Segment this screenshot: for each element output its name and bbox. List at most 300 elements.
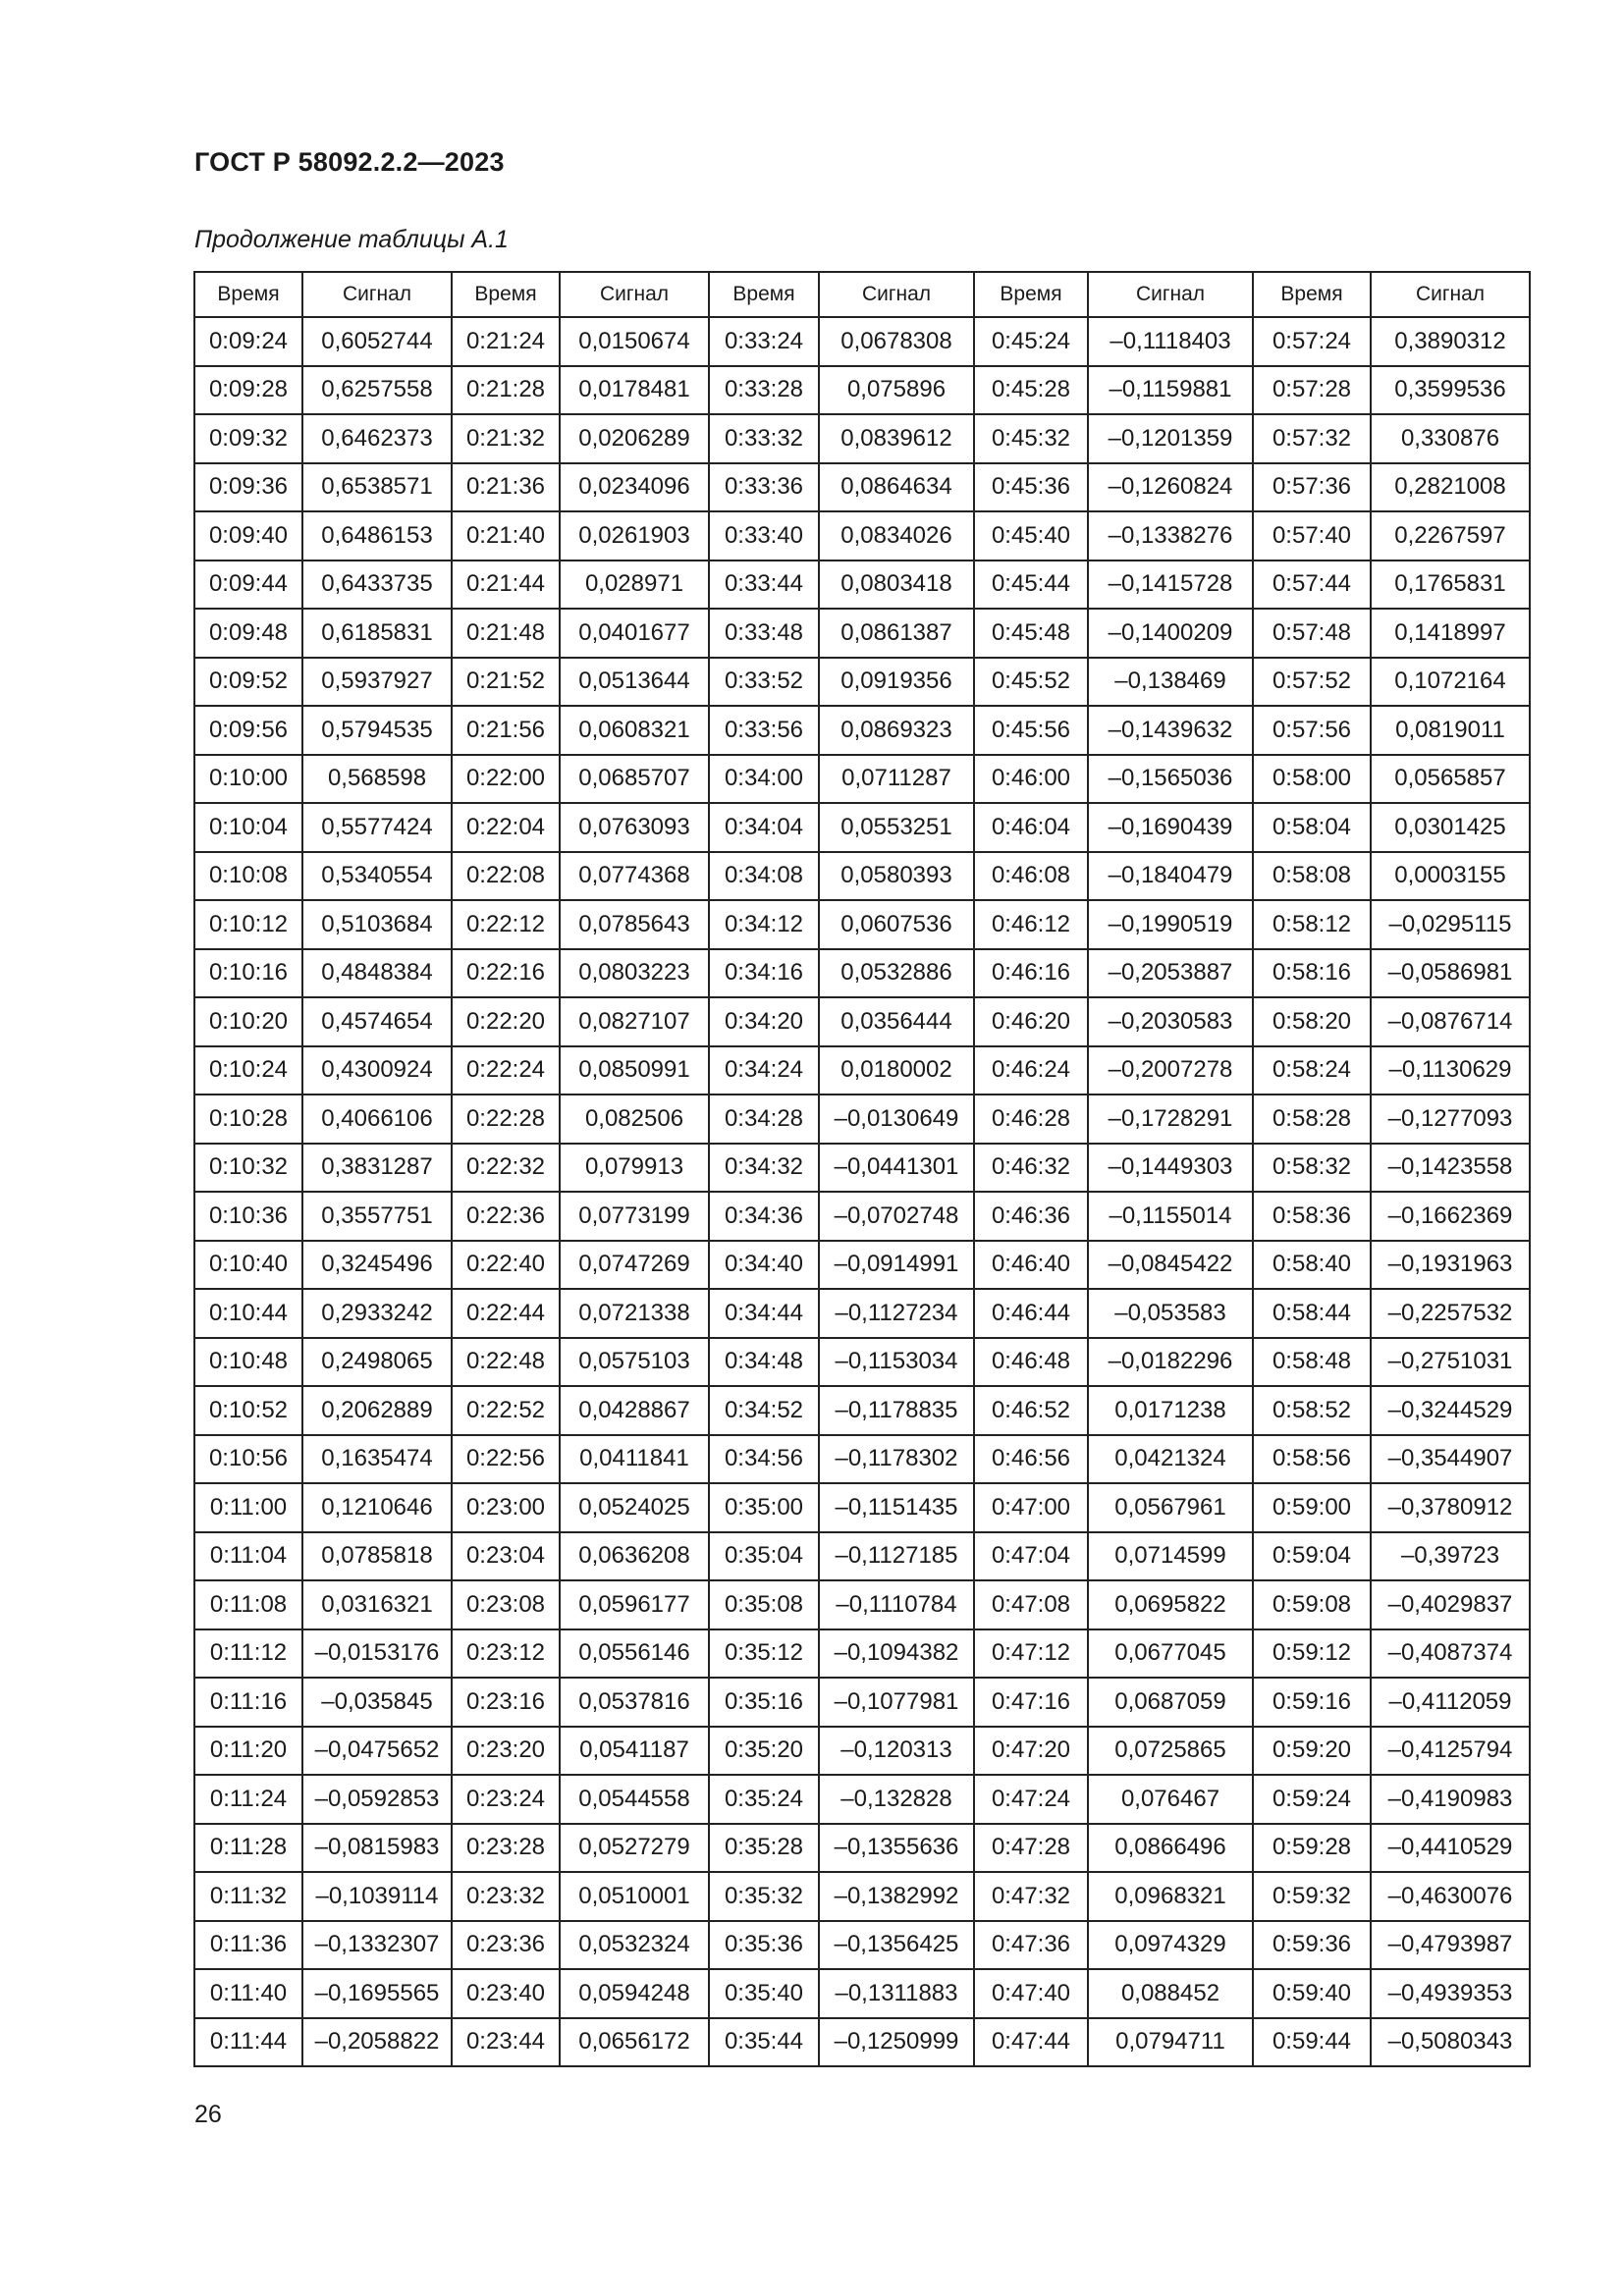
signal-cell: 0,0180002 [819, 1046, 974, 1095]
time-cell: 0:35:16 [709, 1678, 819, 1727]
signal-cell: –0,3544907 [1371, 1435, 1530, 1484]
column-header-time: Время [974, 272, 1088, 317]
time-cell: 0:10:16 [194, 949, 302, 998]
time-cell: 0:11:08 [194, 1580, 302, 1629]
signal-cell: –0,1662369 [1371, 1192, 1530, 1241]
signal-cell: 0,0774368 [560, 852, 709, 901]
time-cell: 0:10:52 [194, 1386, 302, 1435]
column-header-signal: Сигнал [819, 272, 974, 317]
time-cell: 0:34:20 [709, 997, 819, 1046]
time-cell: 0:46:48 [974, 1338, 1088, 1387]
signal-cell: 0,0678308 [819, 317, 974, 366]
signal-cell: 0,568598 [302, 755, 452, 804]
time-cell: 0:57:48 [1253, 609, 1371, 658]
time-cell: 0:22:44 [452, 1289, 560, 1338]
signal-cell: –0,1931963 [1371, 1241, 1530, 1290]
time-cell: 0:35:08 [709, 1580, 819, 1629]
time-cell: 0:46:32 [974, 1144, 1088, 1193]
time-cell: 0:34:32 [709, 1144, 819, 1193]
column-header-signal: Сигнал [560, 272, 709, 317]
time-cell: 0:10:12 [194, 900, 302, 949]
signal-cell: 0,0850991 [560, 1046, 709, 1095]
time-cell: 0:10:28 [194, 1095, 302, 1144]
signal-cell: 0,076467 [1088, 1775, 1253, 1824]
signal-cell: –0,1565036 [1088, 755, 1253, 804]
time-cell: 0:33:24 [709, 317, 819, 366]
time-cell: 0:09:32 [194, 414, 302, 463]
time-cell: 0:58:28 [1253, 1095, 1371, 1144]
time-cell: 0:21:52 [452, 658, 560, 707]
time-cell: 0:21:40 [452, 511, 560, 561]
time-cell: 0:22:52 [452, 1386, 560, 1435]
time-cell: 0:11:40 [194, 1969, 302, 2018]
signal-cell: 0,0594248 [560, 1969, 709, 2018]
signal-cell: 0,0607536 [819, 900, 974, 949]
signal-cell: 0,0532324 [560, 1921, 709, 1970]
table-row [194, 1144, 1530, 1193]
time-cell: 0:59:20 [1253, 1727, 1371, 1776]
time-cell: 0:23:32 [452, 1872, 560, 1921]
time-cell: 0:33:32 [709, 414, 819, 463]
time-cell: 0:10:24 [194, 1046, 302, 1095]
table-row [194, 1727, 1530, 1776]
signal-cell: 0,0575103 [560, 1338, 709, 1387]
time-cell: 0:47:08 [974, 1580, 1088, 1629]
time-cell: 0:47:00 [974, 1483, 1088, 1532]
signal-cell: 0,0869323 [819, 706, 974, 755]
signal-cell: –0,053583 [1088, 1289, 1253, 1338]
signal-cell: –0,0295115 [1371, 900, 1530, 949]
signal-cell: 0,0773199 [560, 1192, 709, 1241]
signal-cell: 0,0608321 [560, 706, 709, 755]
time-cell: 0:45:48 [974, 609, 1088, 658]
signal-cell: 0,6185831 [302, 609, 452, 658]
time-cell: 0:57:40 [1253, 511, 1371, 561]
signal-cell: 0,0864634 [819, 463, 974, 512]
signal-cell: –0,1155014 [1088, 1192, 1253, 1241]
time-cell: 0:22:24 [452, 1046, 560, 1095]
signal-cell: 0,0861387 [819, 609, 974, 658]
signal-cell: 0,0206289 [560, 414, 709, 463]
signal-cell: 0,0527279 [560, 1824, 709, 1873]
time-cell: 0:47:04 [974, 1532, 1088, 1581]
time-cell: 0:57:56 [1253, 706, 1371, 755]
signal-cell: 0,3557751 [302, 1192, 452, 1241]
time-cell: 0:58:56 [1253, 1435, 1371, 1484]
time-cell: 0:57:28 [1253, 366, 1371, 415]
table-row [194, 1629, 1530, 1679]
signal-cell: 0,0687059 [1088, 1678, 1253, 1727]
signal-cell: –0,1118403 [1088, 317, 1253, 366]
table-row [194, 414, 1530, 463]
signal-cell: –0,132828 [819, 1775, 974, 1824]
signal-cell: –0,4125794 [1371, 1727, 1530, 1776]
signal-cell: –0,0845422 [1088, 1241, 1253, 1290]
time-cell: 0:33:56 [709, 706, 819, 755]
time-cell: 0:22:40 [452, 1241, 560, 1290]
signal-cell: –0,4939353 [1371, 1969, 1530, 2018]
signal-cell: –0,0914991 [819, 1241, 974, 1290]
time-cell: 0:45:44 [974, 561, 1088, 610]
time-cell: 0:09:56 [194, 706, 302, 755]
time-cell: 0:11:24 [194, 1775, 302, 1824]
table-row [194, 561, 1530, 610]
signal-cell: –0,2058822 [302, 2018, 452, 2067]
time-cell: 0:58:16 [1253, 949, 1371, 998]
signal-cell: –0,5080343 [1371, 2018, 1530, 2067]
signal-cell: –0,0182296 [1088, 1338, 1253, 1387]
time-cell: 0:58:08 [1253, 852, 1371, 901]
signal-cell: 0,0178481 [560, 366, 709, 415]
time-cell: 0:22:00 [452, 755, 560, 804]
signal-cell: –0,1151435 [819, 1483, 974, 1532]
table-caption: Продолжение таблицы А.1 [194, 226, 509, 253]
signal-cell: –0,4112059 [1371, 1678, 1530, 1727]
signal-cell: –0,2030583 [1088, 997, 1253, 1046]
signal-cell: 0,4066106 [302, 1095, 452, 1144]
signal-cell: 0,0003155 [1371, 852, 1530, 901]
time-cell: 0:46:36 [974, 1192, 1088, 1241]
time-cell: 0:35:40 [709, 1969, 819, 2018]
signal-cell: –0,0876714 [1371, 997, 1530, 1046]
time-cell: 0:34:40 [709, 1241, 819, 1290]
signal-cell: 0,0401677 [560, 609, 709, 658]
column-header-time: Время [452, 272, 560, 317]
time-cell: 0:35:04 [709, 1532, 819, 1581]
time-cell: 0:58:20 [1253, 997, 1371, 1046]
signal-cell: –0,1695565 [302, 1969, 452, 2018]
time-cell: 0:59:16 [1253, 1678, 1371, 1727]
table-row [194, 997, 1530, 1046]
time-cell: 0:46:12 [974, 900, 1088, 949]
signal-cell: –0,1110784 [819, 1580, 974, 1629]
table-row [194, 852, 1530, 901]
table-row [194, 1435, 1530, 1484]
signal-cell: 0,0714599 [1088, 1532, 1253, 1581]
signal-cell: –0,1728291 [1088, 1095, 1253, 1144]
time-cell: 0:46:40 [974, 1241, 1088, 1290]
time-cell: 0:22:36 [452, 1192, 560, 1241]
time-cell: 0:57:36 [1253, 463, 1371, 512]
time-cell: 0:46:56 [974, 1435, 1088, 1484]
time-cell: 0:22:20 [452, 997, 560, 1046]
signal-cell: 0,0171238 [1088, 1386, 1253, 1435]
time-cell: 0:10:04 [194, 803, 302, 852]
signal-cell: 0,5937927 [302, 658, 452, 707]
time-cell: 0:09:24 [194, 317, 302, 366]
signal-cell: –0,1153034 [819, 1338, 974, 1387]
time-cell: 0:35:36 [709, 1921, 819, 1970]
signal-cell: –0,1039114 [302, 1872, 452, 1921]
table-row [194, 317, 1530, 366]
time-cell: 0:34:00 [709, 755, 819, 804]
signal-cell: –0,1449303 [1088, 1144, 1253, 1193]
signal-cell: 0,2498065 [302, 1338, 452, 1387]
time-cell: 0:11:36 [194, 1921, 302, 1970]
time-cell: 0:47:44 [974, 2018, 1088, 2067]
signal-cell: 0,0685707 [560, 755, 709, 804]
table-row [194, 1289, 1530, 1338]
signal-cell: 0,0834026 [819, 511, 974, 561]
table-row [194, 949, 1530, 998]
signal-cell: 0,6538571 [302, 463, 452, 512]
time-cell: 0:58:44 [1253, 1289, 1371, 1338]
signal-cell: 0,4574654 [302, 997, 452, 1046]
signal-cell: 0,0819011 [1371, 706, 1530, 755]
signal-cell: 0,0636208 [560, 1532, 709, 1581]
time-cell: 0:22:56 [452, 1435, 560, 1484]
time-cell: 0:23:12 [452, 1629, 560, 1679]
signal-cell: 0,0695822 [1088, 1580, 1253, 1629]
time-cell: 0:33:28 [709, 366, 819, 415]
time-cell: 0:22:28 [452, 1095, 560, 1144]
time-cell: 0:45:40 [974, 511, 1088, 561]
time-cell: 0:11:04 [194, 1532, 302, 1581]
signal-cell: 0,0919356 [819, 658, 974, 707]
time-cell: 0:09:40 [194, 511, 302, 561]
time-cell: 0:34:56 [709, 1435, 819, 1484]
table-row [194, 900, 1530, 949]
signal-cell: 0,0356444 [819, 997, 974, 1046]
signal-cell: –0,1690439 [1088, 803, 1253, 852]
time-cell: 0:11:28 [194, 1824, 302, 1873]
signal-cell: 0,0428867 [560, 1386, 709, 1435]
signal-cell: –0,1423558 [1371, 1144, 1530, 1193]
time-cell: 0:46:24 [974, 1046, 1088, 1095]
time-cell: 0:57:52 [1253, 658, 1371, 707]
table-row [194, 755, 1530, 804]
signal-cell: –0,1439632 [1088, 706, 1253, 755]
time-cell: 0:57:32 [1253, 414, 1371, 463]
signal-cell: –0,035845 [302, 1678, 452, 1727]
time-cell: 0:23:00 [452, 1483, 560, 1532]
signal-cell: 0,0532886 [819, 949, 974, 998]
time-cell: 0:45:52 [974, 658, 1088, 707]
time-cell: 0:46:00 [974, 755, 1088, 804]
time-cell: 0:21:24 [452, 317, 560, 366]
signal-cell: –0,3780912 [1371, 1483, 1530, 1532]
time-cell: 0:58:04 [1253, 803, 1371, 852]
signal-cell: 0,0537816 [560, 1678, 709, 1727]
table-row [194, 1192, 1530, 1241]
signal-cell: 0,0580393 [819, 852, 974, 901]
signal-cell: 0,2267597 [1371, 511, 1530, 561]
time-cell: 0:33:48 [709, 609, 819, 658]
signal-cell: –0,1260824 [1088, 463, 1253, 512]
signal-cell: 0,0565857 [1371, 755, 1530, 804]
signal-cell: 0,1765831 [1371, 561, 1530, 610]
signal-cell: –0,1178835 [819, 1386, 974, 1435]
time-cell: 0:21:44 [452, 561, 560, 610]
signal-cell: 0,0510001 [560, 1872, 709, 1921]
time-cell: 0:46:16 [974, 949, 1088, 998]
signal-cell: –0,0586981 [1371, 949, 1530, 998]
signal-cell: 0,1072164 [1371, 658, 1530, 707]
time-cell: 0:22:12 [452, 900, 560, 949]
signal-cell: –0,1415728 [1088, 561, 1253, 610]
time-cell: 0:33:40 [709, 511, 819, 561]
table-row [194, 1095, 1530, 1144]
time-cell: 0:23:16 [452, 1678, 560, 1727]
signal-cell: 0,4300924 [302, 1046, 452, 1095]
table-row [194, 2018, 1530, 2067]
time-cell: 0:10:08 [194, 852, 302, 901]
table-body [194, 317, 1530, 2066]
time-cell: 0:33:52 [709, 658, 819, 707]
time-cell: 0:10:48 [194, 1338, 302, 1387]
time-cell: 0:59:08 [1253, 1580, 1371, 1629]
signal-cell: 0,0524025 [560, 1483, 709, 1532]
signal-cell: 0,2821008 [1371, 463, 1530, 512]
signal-cell: –0,1127185 [819, 1532, 974, 1581]
time-cell: 0:23:44 [452, 2018, 560, 2067]
signal-cell: –0,1127234 [819, 1289, 974, 1338]
time-cell: 0:10:32 [194, 1144, 302, 1193]
signal-cell: –0,1990519 [1088, 900, 1253, 949]
signal-cell: 0,0721338 [560, 1289, 709, 1338]
document-code: ГОСТ Р 58092.2.2—2023 [194, 147, 505, 177]
signal-cell: –0,4630076 [1371, 1872, 1530, 1921]
signal-cell: 0,330876 [1371, 414, 1530, 463]
signal-cell: 0,0656172 [560, 2018, 709, 2067]
time-cell: 0:45:36 [974, 463, 1088, 512]
time-cell: 0:47:32 [974, 1872, 1088, 1921]
time-cell: 0:46:20 [974, 997, 1088, 1046]
time-cell: 0:57:24 [1253, 317, 1371, 366]
signal-cell: 0,0747269 [560, 1241, 709, 1290]
table-row [194, 1872, 1530, 1921]
signal-cell: 0,6462373 [302, 414, 452, 463]
time-cell: 0:10:20 [194, 997, 302, 1046]
time-cell: 0:47:16 [974, 1678, 1088, 1727]
signal-cell: –0,2257532 [1371, 1289, 1530, 1338]
time-cell: 0:47:36 [974, 1921, 1088, 1970]
table-row [194, 803, 1530, 852]
table-row [194, 609, 1530, 658]
signal-cell: 0,3890312 [1371, 317, 1530, 366]
time-cell: 0:58:24 [1253, 1046, 1371, 1095]
signal-cell: –0,1094382 [819, 1629, 974, 1679]
time-cell: 0:35:44 [709, 2018, 819, 2067]
time-cell: 0:35:20 [709, 1727, 819, 1776]
time-cell: 0:11:16 [194, 1678, 302, 1727]
signal-cell: –0,1277093 [1371, 1095, 1530, 1144]
table-row [194, 366, 1530, 415]
signal-cell: –0,1355636 [819, 1824, 974, 1873]
table-row [194, 1386, 1530, 1435]
signal-cell: –0,1311883 [819, 1969, 974, 2018]
signal-cell: 0,2062889 [302, 1386, 452, 1435]
time-cell: 0:47:12 [974, 1629, 1088, 1679]
signal-cell: –0,2751031 [1371, 1338, 1530, 1387]
table-row [194, 1969, 1530, 2018]
time-cell: 0:58:36 [1253, 1192, 1371, 1241]
signal-cell: 0,2933242 [302, 1289, 452, 1338]
time-cell: 0:47:20 [974, 1727, 1088, 1776]
signal-cell: –0,4190983 [1371, 1775, 1530, 1824]
time-cell: 0:46:04 [974, 803, 1088, 852]
signal-cell: –0,0130649 [819, 1095, 974, 1144]
time-cell: 0:21:48 [452, 609, 560, 658]
time-cell: 0:59:32 [1253, 1872, 1371, 1921]
signal-cell: –0,0815983 [302, 1824, 452, 1873]
time-cell: 0:23:24 [452, 1775, 560, 1824]
signal-cell: 0,1210646 [302, 1483, 452, 1532]
signal-cell: 0,3599536 [1371, 366, 1530, 415]
table-row [194, 1921, 1530, 1970]
table-row [194, 1241, 1530, 1290]
time-cell: 0:11:44 [194, 2018, 302, 2067]
signal-cell: –0,1840479 [1088, 852, 1253, 901]
table-row [194, 1678, 1530, 1727]
signal-cell: 0,0968321 [1088, 1872, 1253, 1921]
time-cell: 0:58:40 [1253, 1241, 1371, 1290]
signal-cell: –0,4087374 [1371, 1629, 1530, 1679]
signal-cell: 0,0541187 [560, 1727, 709, 1776]
signal-cell: 0,0421324 [1088, 1435, 1253, 1484]
time-cell: 0:10:36 [194, 1192, 302, 1241]
signal-cell: –0,138469 [1088, 658, 1253, 707]
table-row [194, 1775, 1530, 1824]
signal-cell: 0,0711287 [819, 755, 974, 804]
signal-cell: –0,39723 [1371, 1532, 1530, 1581]
signal-cell: 0,3831287 [302, 1144, 452, 1193]
time-cell: 0:22:08 [452, 852, 560, 901]
time-cell: 0:35:28 [709, 1824, 819, 1873]
signal-cell: 0,0839612 [819, 414, 974, 463]
column-header-time: Время [1253, 272, 1371, 317]
signal-cell: 0,0544558 [560, 1775, 709, 1824]
table-header-row [194, 272, 1530, 317]
signal-cell: –0,1201359 [1088, 414, 1253, 463]
time-cell: 0:23:28 [452, 1824, 560, 1873]
page-number: 26 [194, 2101, 222, 2128]
table-row [194, 1824, 1530, 1873]
signal-cell: 0,0513644 [560, 658, 709, 707]
time-cell: 0:11:20 [194, 1727, 302, 1776]
time-cell: 0:34:16 [709, 949, 819, 998]
time-cell: 0:22:04 [452, 803, 560, 852]
signal-cell: 0,0974329 [1088, 1921, 1253, 1970]
table-row [194, 1338, 1530, 1387]
time-cell: 0:35:24 [709, 1775, 819, 1824]
signal-cell: 0,4848384 [302, 949, 452, 998]
signal-cell: 0,0725865 [1088, 1727, 1253, 1776]
time-cell: 0:34:04 [709, 803, 819, 852]
signal-cell: 0,0677045 [1088, 1629, 1253, 1679]
signal-cell: 0,6257558 [302, 366, 452, 415]
signal-cell: 0,0763093 [560, 803, 709, 852]
signal-cell: –0,2053887 [1088, 949, 1253, 998]
time-cell: 0:57:44 [1253, 561, 1371, 610]
signal-cell: –0,1332307 [302, 1921, 452, 1970]
time-cell: 0:21:36 [452, 463, 560, 512]
time-cell: 0:45:56 [974, 706, 1088, 755]
time-cell: 0:59:04 [1253, 1532, 1371, 1581]
signal-cell: 0,5794535 [302, 706, 452, 755]
signal-cell: 0,0785818 [302, 1532, 452, 1581]
signal-cell: 0,075896 [819, 366, 974, 415]
signal-cell: –0,4410529 [1371, 1824, 1530, 1873]
time-cell: 0:34:12 [709, 900, 819, 949]
time-cell: 0:47:28 [974, 1824, 1088, 1873]
time-cell: 0:33:36 [709, 463, 819, 512]
data-table [193, 271, 1531, 2067]
time-cell: 0:58:00 [1253, 755, 1371, 804]
signal-cell: –0,1178302 [819, 1435, 974, 1484]
signal-cell: 0,0150674 [560, 317, 709, 366]
column-header-time: Время [709, 272, 819, 317]
